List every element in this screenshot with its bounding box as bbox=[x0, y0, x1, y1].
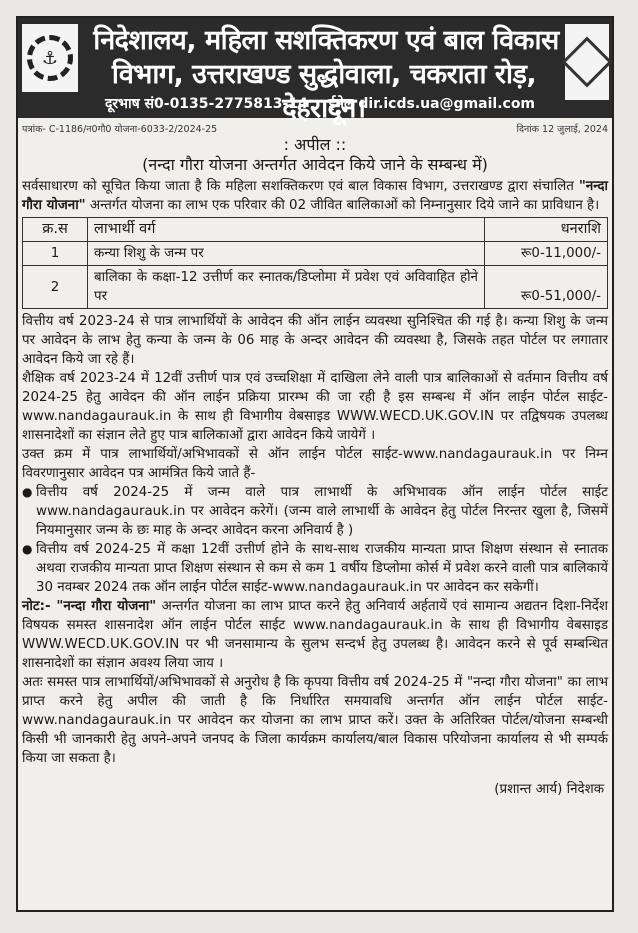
email-address: ईमेल dir.icds.ua@gmail.com bbox=[328, 96, 536, 112]
intro-text-cont: अन्तर्गत योजना का लाभ एक परिवार की 02 जीवित बालिकाओं को निम्नानुसार दिये जाने का प्राविधान है। bbox=[85, 198, 600, 213]
note-text: अन्तर्गत योजना का लाभ प्राप्त करने हेतु अनिवार्य अर्हतायें एवं सामान्य अद्यतन दिशा-निर्देश विषयक समस्त शासनादेश ऑन लाईन पोर्टल साईट www.nandagaurauk.in के साथ ही विभागीय वेबसाइड WWW.WECD.UK.GOV.IN पर भी जनसामान्य के सुलभ सन्दर्भ हेतु उपलब्ध है। आवेदन करने से पूर्व सम्बन्धित शासनादेशों का संज्ञान अवश्य लिया जाय । bbox=[22, 599, 609, 671]
cell-amount: रू0-51,000/- bbox=[485, 266, 608, 309]
bullet-item bbox=[22, 540, 608, 597]
table-row bbox=[23, 266, 608, 309]
cell-amount: रू0-11,000/- bbox=[485, 242, 608, 266]
reference-number: पत्रांक- C-1186/न0गौ0 योजना-6033-2/2024-25 bbox=[22, 124, 218, 135]
uttarakhand-state-logo bbox=[565, 24, 609, 100]
table-header-row bbox=[23, 218, 608, 242]
col-beneficiary: लाभार्थी वर्ग bbox=[88, 218, 485, 242]
notice-subtitle: (नन्दा गौरा योजना अन्तर्गत आवेदन किये जाने के सम्बन्ध में) bbox=[142, 155, 488, 174]
bullet-icon: ● bbox=[22, 542, 33, 556]
contact-info bbox=[78, 94, 562, 113]
cell-beneficiary: कन्या शिशु के जन्म पर bbox=[88, 242, 485, 266]
note-paragraph bbox=[22, 597, 608, 673]
department-name-line1: निदेशालय, महिला सशक्तिकरण एवं बाल विकास bbox=[93, 25, 559, 56]
cell-beneficiary: बालिका के कक्षा-12 उत्तीर्ण कर स्नातक/डिप्लोमा में प्रवेश एवं अविवाहित होने पर bbox=[88, 266, 485, 309]
benefit-table bbox=[22, 217, 608, 309]
public-notice bbox=[16, 16, 614, 912]
bullet-text: वित्तीय वर्ष 2024-25 में जन्म वाले पात्र लाभार्थी के अभिभावक ऑन लाईन पोर्टल साईट www.nandagaurauk.in पर आवेदन करेगें। (जन्म वाले लाभार्थी के आवेदन हेतु पोर्टल निरन्तर खुला है, जिसमें नियमानुसार जन्म के छः माह के अन्दर आवेदन करना अनिवार्य है ) bbox=[36, 485, 608, 538]
notice-header bbox=[18, 18, 612, 124]
col-serial: क्र.स bbox=[23, 218, 88, 242]
paragraph: वित्तीय वर्ष 2023-24 से पात्र लाभार्थियों के आवेदन की ऑन लाईन व्यवस्था सुनिश्चित की गई है। कन्या शिशु के जन्म पर आवेदन के लाभ हेतु कन्या के जन्म के 06 माह के अन्दर आवेदन की व्यवस्था है, जिसके तहत पोर्टल पर लगातार आवेदन किये जा रहे हैं। bbox=[22, 314, 608, 367]
col-amount: धनराशि bbox=[485, 218, 608, 242]
notice-date: दिनांक 12 जुलाई, 2024 bbox=[516, 124, 608, 135]
scheme-name: "नन्दा गौरा योजना" bbox=[22, 179, 608, 213]
department-name-line2: विभाग, उत्तराखण्ड सुद्धोवाला, चकराता रोड़, देहरादून। bbox=[111, 59, 537, 124]
notice-body bbox=[18, 175, 612, 801]
cell-serial: 1 bbox=[23, 242, 88, 266]
intro-text: सर्वसाधारण को सूचित किया जाता है कि महिला सशक्तिकरण एवं बाल विकास विभाग, उत्तराखण्ड द्वारा संचालित bbox=[22, 179, 579, 194]
bullet-icon: ● bbox=[22, 485, 33, 499]
paragraph: शैक्षिक वर्ष 2023-24 में 12वीं उत्तीर्ण पात्र एवं उच्चशिक्षा में दाखिला लेने वाली पात्र बालिकाओं से वर्तमान वित्तीय वर्ष 2024-25 हेतु आवेदन की ऑन लाईन प्रक्रिया प्रारम्भ की जा रही है इस सम्बन्ध में ऑन लाईन पोर्टल साईट- www.nandagaurauk.in के साथ ही विभागीय वेबसाइड WWW.WECD.UK.GOV.IN पर तद्विषयक उपलब्ध शासनादेशों का संज्ञान लेते हुए पात्र बालिकाओं द्वारा आवेदन किये जायेगें । bbox=[22, 371, 608, 443]
bullet-item bbox=[22, 483, 608, 540]
signature: (प्रशान्त आर्य) निदेशक bbox=[494, 782, 604, 797]
notice-title: : अपील :: bbox=[283, 135, 347, 154]
note-label: नोट:- "नन्दा गौरा योजना" bbox=[22, 599, 157, 614]
cell-serial: 2 bbox=[23, 266, 88, 309]
intro-paragraph bbox=[22, 177, 608, 215]
closing-paragraph: अतः समस्त पात्र लाभार्थियों/अभिभावकों से अनुरोध है कि कृपया वित्तीय वर्ष 2024-25 में "नन्दा गौरा योजना" का लाभ प्राप्त करने हेतु अपील की जाती है कि निर्धारित समयावधि अन्तर्गत ऑन लाईन पोर्टल साईट- www.nandagaurauk.in पर आवेदन कर योजना का लाभ प्राप्त करें। उक्त के अतिरिक्त पोर्टल/योजना सम्बन्धी किसी भी जानकारी हेतु अपने-अपने जनपद के जिला कार्यक्रम कार्यालय/बाल विकास परियोजना कार्यालय से भी सम्पर्क किया जा सकता है। bbox=[22, 675, 608, 766]
paragraph: उक्त क्रम में पात्र लाभार्थियों/अभिभावकों से ऑन लाईन पोर्टल साईट-www.nandagaurauk.in पर निम्न विवरणानुसार आवेदन पत्र आमंत्रित किये जाते हैं- bbox=[22, 447, 608, 481]
phone-number: दूरभाष सं0-0135-2775813-14 bbox=[104, 96, 308, 112]
table-row bbox=[23, 242, 608, 266]
bullet-text: वित्तीय वर्ष 2024-25 में कक्षा 12वीं उत्तीर्ण होने के साथ-साथ राजकीय मान्यता प्राप्त शिक्षण संस्थान से स्नातक अथवा राजकीय मान्यता प्राप्त शिक्षण संस्थान से कम से कम 1 वर्षीय डिप्लोमा कोर्स में प्रवेश करने वाली पात्र बालिकायें 30 नवम्बर 2024 तक ऑन लाईन पोर्टल साईट-www.nandagaurauk.in पर आवेदन कर सकेगीं। bbox=[36, 542, 608, 595]
department-emblem-logo: ⚓ bbox=[22, 24, 78, 92]
